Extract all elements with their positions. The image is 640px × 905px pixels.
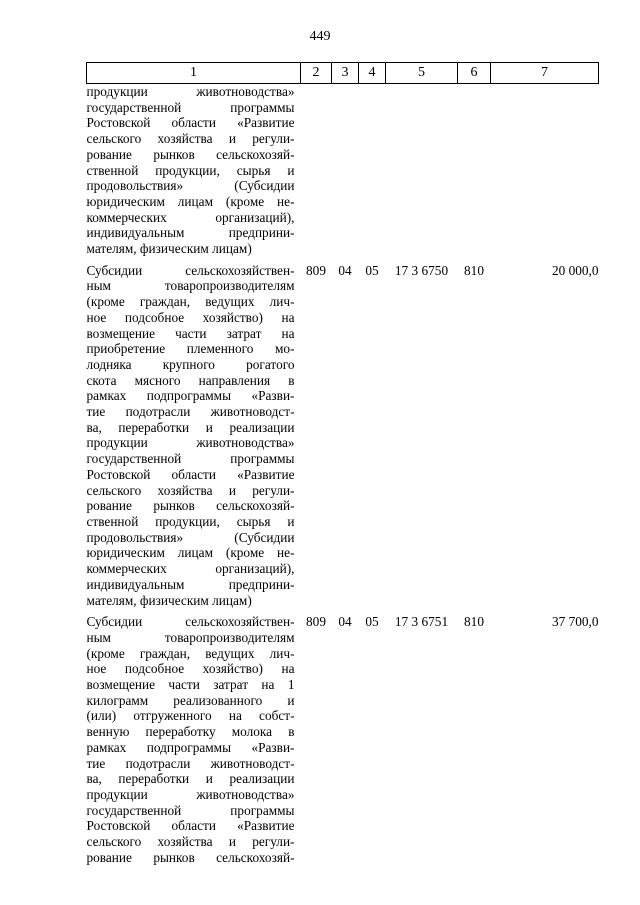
description-line: скота мясного направления в <box>86 372 295 388</box>
column-header-4: 4 <box>359 63 386 84</box>
description-line: продукции животноводства» <box>86 786 295 802</box>
description-line: лодняка крупного рогатого <box>86 356 295 372</box>
cell-ministry-code <box>301 84 332 257</box>
table-row <box>87 257 599 608</box>
table-row <box>87 608 599 865</box>
description-line: ва, переработки и реализации <box>86 771 295 787</box>
description-line: венную переработку молока в <box>86 724 295 740</box>
description-line: сельского хозяйства и регули- <box>86 131 295 147</box>
description-line: сельского хозяйства и регули- <box>86 834 295 850</box>
description-line: государственной программы <box>86 451 295 467</box>
description-line: килограмм реализованного и <box>86 692 295 708</box>
description-line: продовольствия» (Субсидии <box>86 178 295 194</box>
description-line: рование рынков сельскохозяй- <box>86 146 295 162</box>
description-line: рамках подпрограммы «Разви- <box>86 388 295 404</box>
description-line: (или) отгруженного на собст- <box>86 708 295 724</box>
description-line: продукции животноводства» <box>86 84 295 99</box>
description-line: ное подсобное хозяйство) на <box>86 309 295 325</box>
description-line: коммерческих организаций), <box>86 209 295 225</box>
cell-expense-type: 810 <box>464 614 484 630</box>
description-line: тие подотрасли животноводст- <box>86 755 295 771</box>
description-line: Ростовской области «Развитие <box>86 115 295 131</box>
description-line: государственной программы <box>86 99 295 115</box>
description-line: ным товаропроизводителям <box>86 278 295 294</box>
cell-subsection-code <box>359 84 386 257</box>
page-number: 449 <box>309 29 331 44</box>
description-line: приобретение племенного мо- <box>86 341 295 357</box>
cell-section-code: 04 <box>338 262 352 278</box>
description-line: мателям, физическим лицам) <box>86 592 252 608</box>
description-line: возмещение части затрат на 1 <box>86 677 295 693</box>
column-header-2: 2 <box>301 63 332 84</box>
description-line: Ростовской области «Развитие <box>86 466 295 482</box>
description-line: продовольствия» (Субсидии <box>86 529 295 545</box>
column-header-5: 5 <box>386 63 458 84</box>
cell-expense-type: 810 <box>464 262 484 278</box>
description-line: тие подотрасли животноводст- <box>86 404 295 420</box>
description-line: Ростовской области «Развитие <box>86 818 295 834</box>
table-header-row <box>87 63 599 84</box>
cell-expense-type <box>458 84 491 257</box>
cell-subsection-code: 05 <box>365 614 379 630</box>
table-body <box>87 84 599 866</box>
row-description <box>87 257 301 608</box>
cell-amount: 37 700,0 <box>551 614 599 630</box>
cell-amount: 20 000,0 <box>551 262 599 278</box>
description-line: рамках подпрограммы «Разви- <box>86 739 295 755</box>
row-description <box>87 608 301 865</box>
description-line: рование рынков сельскохозяй- <box>86 498 295 514</box>
row-description <box>87 84 301 257</box>
description-line: мателям, физическим лицам) <box>86 241 252 257</box>
table-row <box>87 84 599 257</box>
cell-target-article <box>386 84 458 257</box>
description-line: юридическим лицам (кроме не- <box>86 193 295 209</box>
description-line: сельского хозяйства и регули- <box>86 482 295 498</box>
cell-target-article: 17 3 6751 <box>394 614 449 630</box>
column-header-6: 6 <box>458 63 491 84</box>
description-line: продукции животноводства» <box>86 435 295 451</box>
column-header-7: 7 <box>491 63 599 84</box>
description-line: Субсидии сельскохозяйствен- <box>86 614 295 630</box>
cell-target-article: 17 3 6750 <box>394 262 449 278</box>
description-line: рование рынков сельскохозяй- <box>86 849 295 865</box>
cell-ministry-code: 809 <box>306 262 326 278</box>
cell-section-code: 04 <box>338 614 352 630</box>
column-header-1: 1 <box>87 63 301 84</box>
budget-table <box>86 62 599 865</box>
description-line: ственной продукции, сырья и <box>86 513 295 529</box>
description-line: государственной программы <box>86 802 295 818</box>
description-line: (кроме граждан, ведущих лич- <box>86 294 295 310</box>
column-header-3: 3 <box>332 63 359 84</box>
description-line: юридическим лицам (кроме не- <box>86 545 295 561</box>
description-line: коммерческих организаций), <box>86 561 295 577</box>
cell-amount <box>491 84 599 257</box>
cell-section-code <box>332 84 359 257</box>
cell-ministry-code: 809 <box>306 614 326 630</box>
cell-subsection-code: 05 <box>365 262 379 278</box>
description-line: ное подсобное хозяйство) на <box>86 661 295 677</box>
description-line: ным товаропроизводителям <box>86 629 295 645</box>
description-line: индивидуальным предприни- <box>86 576 295 592</box>
description-line: (кроме граждан, ведущих лич- <box>86 645 295 661</box>
description-line: индивидуальным предприни- <box>86 225 295 241</box>
description-line: ва, переработки и реализации <box>86 419 295 435</box>
description-line: ственной продукции, сырья и <box>86 162 295 178</box>
description-line: Субсидии сельскохозяйствен- <box>86 262 295 278</box>
description-line: возмещение части затрат на <box>86 325 295 341</box>
